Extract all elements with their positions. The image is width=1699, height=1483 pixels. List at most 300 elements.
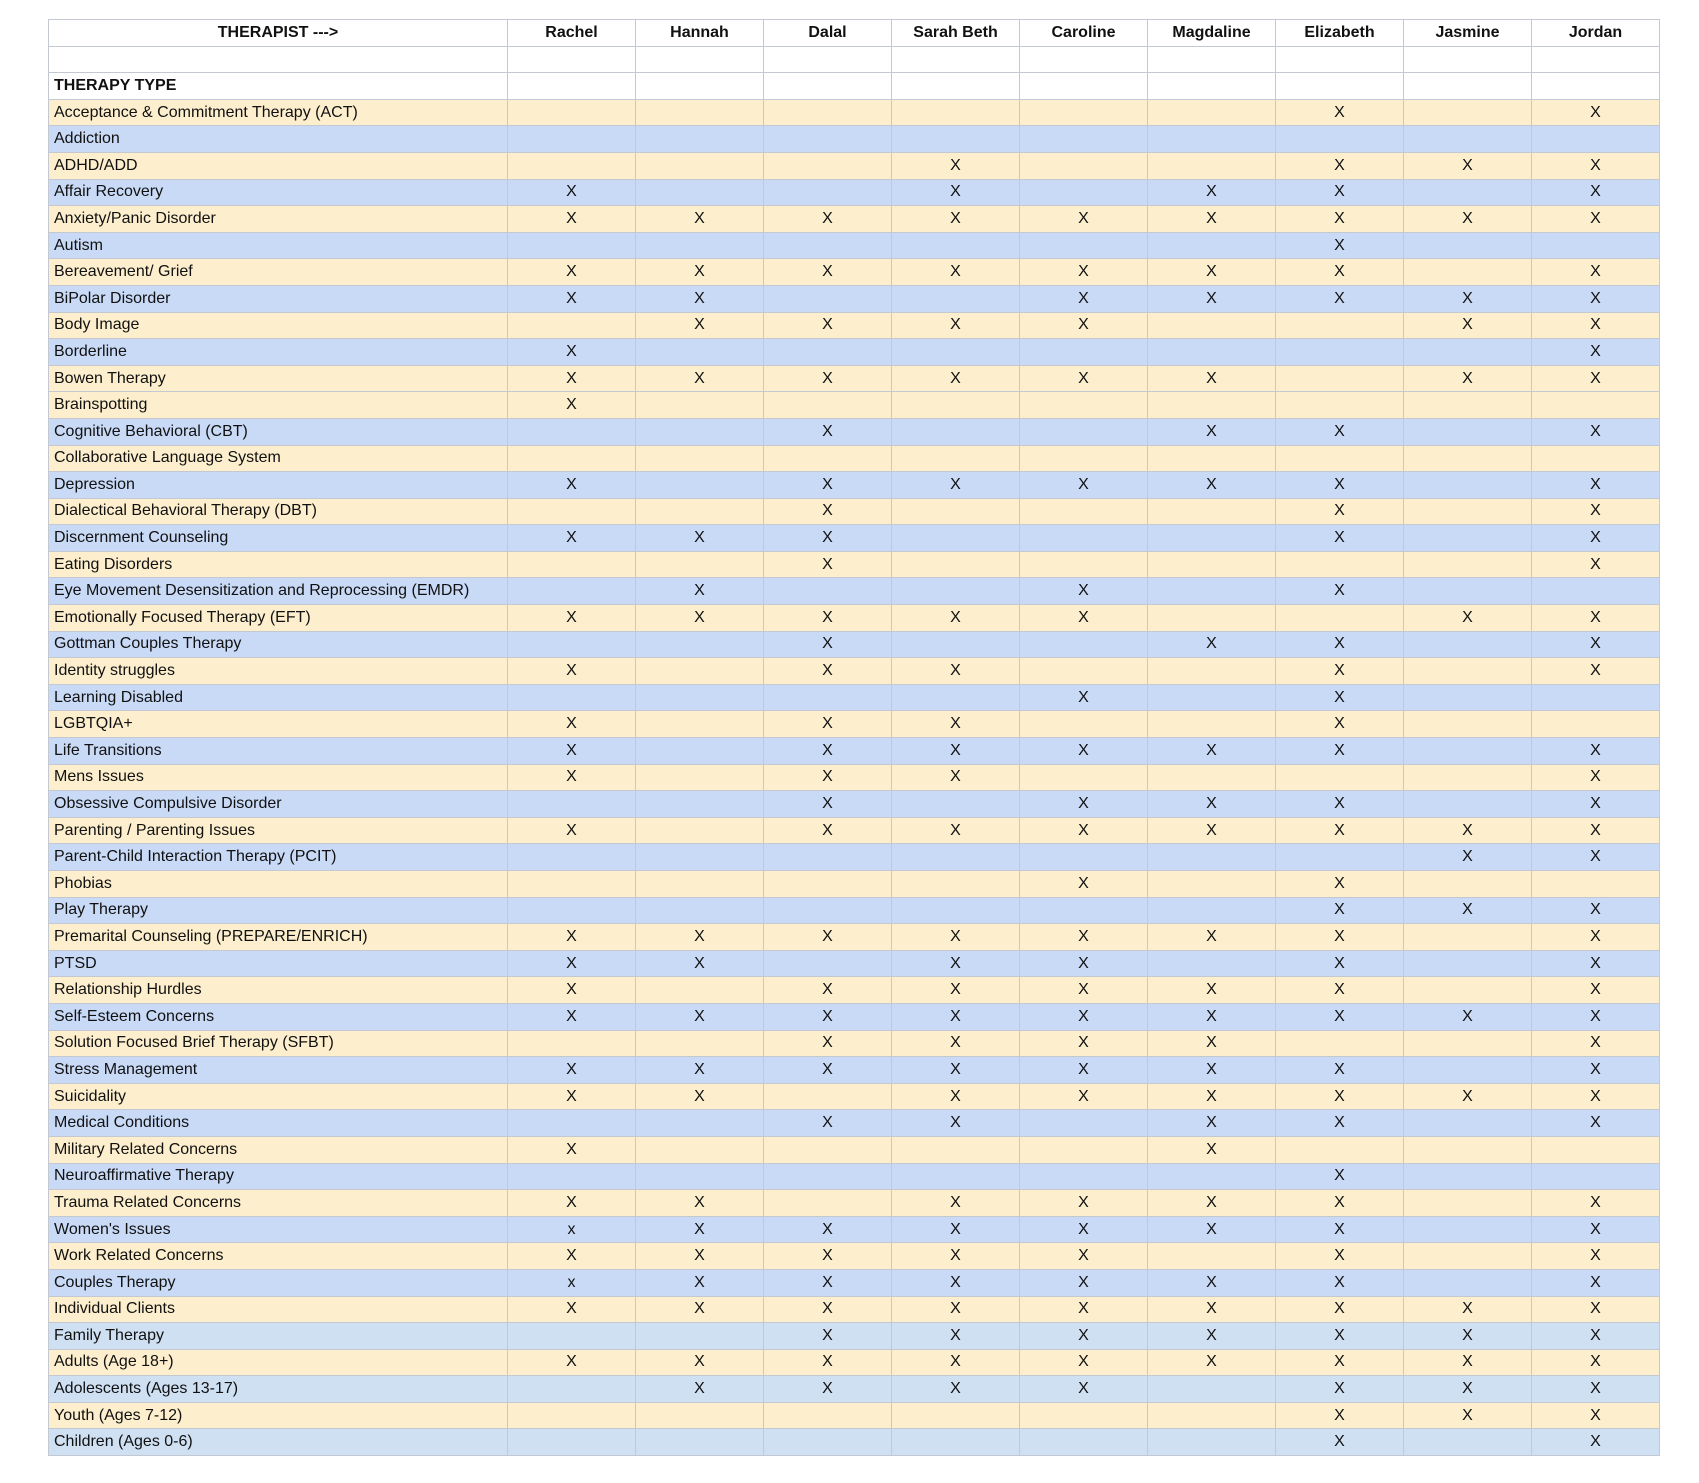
therapy-type-cell[interactable]: Self-Esteem Concerns <box>49 1003 508 1030</box>
mark-cell[interactable]: X <box>1276 259 1404 286</box>
mark-cell[interactable]: X <box>508 365 636 392</box>
mark-cell[interactable]: X <box>892 1030 1020 1057</box>
mark-cell[interactable] <box>1020 232 1148 259</box>
mark-cell[interactable]: X <box>1276 498 1404 525</box>
mark-cell[interactable]: X <box>764 472 892 499</box>
header-therapist-rachel[interactable]: Rachel <box>508 20 636 47</box>
mark-cell[interactable]: X <box>1276 1190 1404 1217</box>
mark-cell[interactable]: X <box>1276 1429 1404 1456</box>
mark-cell[interactable]: X <box>636 365 764 392</box>
mark-cell[interactable] <box>636 126 764 153</box>
mark-cell[interactable]: X <box>1020 1376 1148 1403</box>
mark-cell[interactable] <box>508 99 636 126</box>
mark-cell[interactable]: X <box>1148 472 1276 499</box>
mark-cell[interactable]: X <box>1276 1323 1404 1350</box>
therapy-type-cell[interactable]: Addiction <box>49 126 508 153</box>
mark-cell[interactable] <box>1276 365 1404 392</box>
mark-cell[interactable]: X <box>508 950 636 977</box>
mark-cell[interactable] <box>1020 525 1148 552</box>
mark-cell[interactable]: X <box>1276 472 1404 499</box>
mark-cell[interactable] <box>1404 738 1532 765</box>
mark-cell[interactable] <box>636 551 764 578</box>
mark-cell[interactable]: X <box>1276 871 1404 898</box>
mark-cell[interactable]: X <box>764 977 892 1004</box>
mark-cell[interactable]: X <box>636 285 764 312</box>
mark-cell[interactable] <box>1404 418 1532 445</box>
mark-cell[interactable] <box>636 631 764 658</box>
mark-cell[interactable] <box>1148 950 1276 977</box>
mark-cell[interactable]: X <box>1532 472 1660 499</box>
therapy-type-cell[interactable]: Bereavement/ Grief <box>49 259 508 286</box>
mark-cell[interactable]: X <box>508 285 636 312</box>
mark-cell[interactable]: X <box>1020 206 1148 233</box>
mark-cell[interactable] <box>892 126 1020 153</box>
mark-cell[interactable]: X <box>1276 658 1404 685</box>
mark-cell[interactable]: X <box>508 1083 636 1110</box>
therapy-type-cell[interactable]: Dialectical Behavioral Therapy (DBT) <box>49 498 508 525</box>
mark-cell[interactable]: X <box>764 1376 892 1403</box>
cell[interactable] <box>49 46 508 73</box>
header-therapist-magdaline[interactable]: Magdaline <box>1148 20 1276 47</box>
mark-cell[interactable]: X <box>1020 950 1148 977</box>
mark-cell[interactable]: X <box>892 605 1020 632</box>
mark-cell[interactable]: X <box>1532 1083 1660 1110</box>
mark-cell[interactable] <box>1020 418 1148 445</box>
mark-cell[interactable]: X <box>892 1376 1020 1403</box>
therapy-type-cell[interactable]: Depression <box>49 472 508 499</box>
mark-cell[interactable]: X <box>1020 1030 1148 1057</box>
mark-cell[interactable]: X <box>636 924 764 951</box>
therapy-type-cell[interactable]: Military Related Concerns <box>49 1136 508 1163</box>
mark-cell[interactable] <box>508 126 636 153</box>
mark-cell[interactable]: X <box>892 977 1020 1004</box>
mark-cell[interactable]: X <box>1532 259 1660 286</box>
mark-cell[interactable] <box>636 418 764 445</box>
mark-cell[interactable] <box>636 232 764 259</box>
therapy-type-cell[interactable]: Suicidality <box>49 1083 508 1110</box>
mark-cell[interactable] <box>1020 179 1148 206</box>
mark-cell[interactable] <box>1276 445 1404 472</box>
mark-cell[interactable] <box>1020 631 1148 658</box>
mark-cell[interactable]: X <box>508 1296 636 1323</box>
mark-cell[interactable] <box>1148 152 1276 179</box>
mark-cell[interactable]: X <box>764 1296 892 1323</box>
mark-cell[interactable]: X <box>1404 1402 1532 1429</box>
mark-cell[interactable]: X <box>1276 418 1404 445</box>
mark-cell[interactable]: X <box>1276 924 1404 951</box>
mark-cell[interactable]: X <box>764 1110 892 1137</box>
mark-cell[interactable]: X <box>1148 924 1276 951</box>
mark-cell[interactable] <box>636 738 764 765</box>
mark-cell[interactable]: X <box>764 418 892 445</box>
mark-cell[interactable] <box>1148 551 1276 578</box>
mark-cell[interactable] <box>1404 99 1532 126</box>
mark-cell[interactable]: X <box>1532 1216 1660 1243</box>
mark-cell[interactable] <box>1148 392 1276 419</box>
mark-cell[interactable] <box>508 1323 636 1350</box>
mark-cell[interactable]: X <box>1148 179 1276 206</box>
mark-cell[interactable]: X <box>1532 1429 1660 1456</box>
mark-cell[interactable]: X <box>1020 1083 1148 1110</box>
mark-cell[interactable]: X <box>1532 1243 1660 1270</box>
mark-cell[interactable]: X <box>508 605 636 632</box>
therapy-type-cell[interactable]: Children (Ages 0-6) <box>49 1429 508 1456</box>
therapy-type-cell[interactable]: Neuroaffirmative Therapy <box>49 1163 508 1190</box>
mark-cell[interactable] <box>1020 339 1148 366</box>
mark-cell[interactable]: X <box>1020 1190 1148 1217</box>
mark-cell[interactable]: X <box>764 817 892 844</box>
therapy-type-cell[interactable]: Parent-Child Interaction Therapy (PCIT) <box>49 844 508 871</box>
mark-cell[interactable] <box>764 1429 892 1456</box>
therapy-type-cell[interactable]: Mens Issues <box>49 764 508 791</box>
therapy-type-cell[interactable]: Family Therapy <box>49 1323 508 1350</box>
mark-cell[interactable]: X <box>892 1269 1020 1296</box>
mark-cell[interactable]: X <box>1532 1110 1660 1137</box>
mark-cell[interactable] <box>508 897 636 924</box>
mark-cell[interactable]: X <box>892 472 1020 499</box>
mark-cell[interactable]: X <box>636 1003 764 1030</box>
header-therapist-dalal[interactable]: Dalal <box>764 20 892 47</box>
mark-cell[interactable]: X <box>1148 1269 1276 1296</box>
mark-cell[interactable] <box>764 232 892 259</box>
mark-cell[interactable]: X <box>1148 631 1276 658</box>
mark-cell[interactable]: X <box>1404 817 1532 844</box>
mark-cell[interactable]: X <box>892 1296 1020 1323</box>
mark-cell[interactable] <box>1148 1163 1276 1190</box>
mark-cell[interactable] <box>892 1163 1020 1190</box>
therapy-type-cell[interactable]: Eye Movement Desensitization and Reprocessing (EMDR) <box>49 578 508 605</box>
mark-cell[interactable]: X <box>636 1057 764 1084</box>
mark-cell[interactable] <box>1404 977 1532 1004</box>
mark-cell[interactable] <box>1404 871 1532 898</box>
mark-cell[interactable]: X <box>1532 791 1660 818</box>
mark-cell[interactable]: X <box>764 525 892 552</box>
mark-cell[interactable] <box>1148 126 1276 153</box>
therapy-type-cell[interactable]: Cognitive Behavioral (CBT) <box>49 418 508 445</box>
therapy-type-cell[interactable]: Adults (Age 18+) <box>49 1349 508 1376</box>
therapy-type-cell[interactable]: Identity struggles <box>49 658 508 685</box>
mark-cell[interactable]: X <box>636 259 764 286</box>
mark-cell[interactable] <box>636 392 764 419</box>
mark-cell[interactable]: X <box>508 1349 636 1376</box>
mark-cell[interactable] <box>636 871 764 898</box>
mark-cell[interactable]: X <box>1020 977 1148 1004</box>
mark-cell[interactable]: X <box>508 339 636 366</box>
mark-cell[interactable]: X <box>508 525 636 552</box>
mark-cell[interactable] <box>1404 1216 1532 1243</box>
mark-cell[interactable]: X <box>508 206 636 233</box>
cell[interactable] <box>764 73 892 100</box>
mark-cell[interactable] <box>508 1402 636 1429</box>
mark-cell[interactable]: X <box>892 179 1020 206</box>
mark-cell[interactable] <box>1020 1163 1148 1190</box>
mark-cell[interactable] <box>1404 1110 1532 1137</box>
mark-cell[interactable]: X <box>636 578 764 605</box>
mark-cell[interactable] <box>1404 764 1532 791</box>
therapy-type-cell[interactable]: Individual Clients <box>49 1296 508 1323</box>
mark-cell[interactable]: X <box>1532 1349 1660 1376</box>
mark-cell[interactable]: X <box>764 711 892 738</box>
mark-cell[interactable] <box>1020 711 1148 738</box>
header-therapist-jasmine[interactable]: Jasmine <box>1404 20 1532 47</box>
mark-cell[interactable] <box>636 152 764 179</box>
cell[interactable] <box>1404 46 1532 73</box>
mark-cell[interactable] <box>636 897 764 924</box>
therapy-type-cell[interactable]: Life Transitions <box>49 738 508 765</box>
mark-cell[interactable] <box>1148 1243 1276 1270</box>
mark-cell[interactable] <box>636 99 764 126</box>
mark-cell[interactable] <box>1532 578 1660 605</box>
mark-cell[interactable] <box>764 897 892 924</box>
mark-cell[interactable] <box>1020 897 1148 924</box>
mark-cell[interactable]: X <box>892 764 1020 791</box>
mark-cell[interactable] <box>1276 126 1404 153</box>
mark-cell[interactable]: X <box>1276 791 1404 818</box>
mark-cell[interactable]: X <box>1020 1349 1148 1376</box>
mark-cell[interactable] <box>1404 658 1532 685</box>
mark-cell[interactable] <box>1148 844 1276 871</box>
mark-cell[interactable] <box>1404 232 1532 259</box>
mark-cell[interactable]: X <box>1020 365 1148 392</box>
mark-cell[interactable]: X <box>1276 631 1404 658</box>
mark-cell[interactable] <box>1148 764 1276 791</box>
mark-cell[interactable]: X <box>1148 1136 1276 1163</box>
mark-cell[interactable]: X <box>1404 1296 1532 1323</box>
mark-cell[interactable]: X <box>1276 684 1404 711</box>
mark-cell[interactable] <box>1532 684 1660 711</box>
mark-cell[interactable]: X <box>1404 365 1532 392</box>
mark-cell[interactable] <box>892 551 1020 578</box>
mark-cell[interactable]: X <box>1020 924 1148 951</box>
mark-cell[interactable]: X <box>892 924 1020 951</box>
mark-cell[interactable] <box>1148 1402 1276 1429</box>
mark-cell[interactable]: X <box>1020 738 1148 765</box>
mark-cell[interactable]: X <box>1020 817 1148 844</box>
mark-cell[interactable]: X <box>764 1323 892 1350</box>
mark-cell[interactable]: X <box>1020 312 1148 339</box>
mark-cell[interactable]: X <box>1276 232 1404 259</box>
therapy-type-cell[interactable]: Stress Management <box>49 1057 508 1084</box>
mark-cell[interactable]: X <box>636 206 764 233</box>
therapy-type-cell[interactable]: Relationship Hurdles <box>49 977 508 1004</box>
mark-cell[interactable] <box>636 179 764 206</box>
mark-cell[interactable]: X <box>764 791 892 818</box>
mark-cell[interactable] <box>508 578 636 605</box>
mark-cell[interactable]: X <box>1404 285 1532 312</box>
mark-cell[interactable] <box>636 711 764 738</box>
mark-cell[interactable] <box>1020 498 1148 525</box>
mark-cell[interactable] <box>1276 844 1404 871</box>
mark-cell[interactable]: X <box>508 1057 636 1084</box>
mark-cell[interactable]: X <box>892 1110 1020 1137</box>
therapy-type-cell[interactable]: Adolescents (Ages 13-17) <box>49 1376 508 1403</box>
mark-cell[interactable]: X <box>1020 1323 1148 1350</box>
cell[interactable] <box>1404 73 1532 100</box>
mark-cell[interactable] <box>892 99 1020 126</box>
mark-cell[interactable]: X <box>1148 1003 1276 1030</box>
mark-cell[interactable] <box>1276 1136 1404 1163</box>
mark-cell[interactable]: X <box>636 605 764 632</box>
mark-cell[interactable]: X <box>1020 472 1148 499</box>
mark-cell[interactable] <box>764 1136 892 1163</box>
mark-cell[interactable] <box>1532 232 1660 259</box>
therapy-type-cell[interactable]: Affair Recovery <box>49 179 508 206</box>
mark-cell[interactable] <box>764 1190 892 1217</box>
mark-cell[interactable] <box>1148 871 1276 898</box>
mark-cell[interactable]: X <box>636 1083 764 1110</box>
mark-cell[interactable] <box>764 445 892 472</box>
mark-cell[interactable]: X <box>1276 897 1404 924</box>
mark-cell[interactable]: X <box>1532 206 1660 233</box>
mark-cell[interactable]: X <box>764 1216 892 1243</box>
mark-cell[interactable] <box>1404 578 1532 605</box>
cell[interactable] <box>636 73 764 100</box>
mark-cell[interactable]: X <box>508 1190 636 1217</box>
mark-cell[interactable] <box>1404 179 1532 206</box>
mark-cell[interactable] <box>636 1323 764 1350</box>
mark-cell[interactable] <box>1532 126 1660 153</box>
mark-cell[interactable] <box>1404 684 1532 711</box>
mark-cell[interactable] <box>1276 392 1404 419</box>
mark-cell[interactable] <box>1276 339 1404 366</box>
mark-cell[interactable]: x <box>508 1269 636 1296</box>
mark-cell[interactable]: X <box>1532 844 1660 871</box>
mark-cell[interactable]: X <box>892 312 1020 339</box>
mark-cell[interactable]: X <box>764 312 892 339</box>
mark-cell[interactable]: X <box>1532 817 1660 844</box>
mark-cell[interactable] <box>1404 711 1532 738</box>
mark-cell[interactable] <box>892 339 1020 366</box>
mark-cell[interactable]: X <box>1276 152 1404 179</box>
cell[interactable] <box>1532 73 1660 100</box>
mark-cell[interactable]: X <box>1148 791 1276 818</box>
mark-cell[interactable]: X <box>1148 285 1276 312</box>
mark-cell[interactable]: X <box>1148 206 1276 233</box>
mark-cell[interactable] <box>1148 232 1276 259</box>
mark-cell[interactable] <box>1148 711 1276 738</box>
mark-cell[interactable] <box>1404 631 1532 658</box>
mark-cell[interactable] <box>636 472 764 499</box>
mark-cell[interactable]: X <box>1148 817 1276 844</box>
mark-cell[interactable]: X <box>1276 525 1404 552</box>
mark-cell[interactable]: X <box>508 472 636 499</box>
mark-cell[interactable]: X <box>764 498 892 525</box>
therapy-type-cell[interactable]: Learning Disabled <box>49 684 508 711</box>
mark-cell[interactable]: X <box>508 259 636 286</box>
mark-cell[interactable]: X <box>764 605 892 632</box>
mark-cell[interactable] <box>764 1402 892 1429</box>
mark-cell[interactable]: X <box>1020 1296 1148 1323</box>
mark-cell[interactable]: X <box>1276 1269 1404 1296</box>
mark-cell[interactable] <box>1404 1030 1532 1057</box>
mark-cell[interactable]: X <box>1020 1003 1148 1030</box>
mark-cell[interactable] <box>1532 445 1660 472</box>
mark-cell[interactable]: X <box>1532 285 1660 312</box>
mark-cell[interactable]: X <box>1276 1243 1404 1270</box>
mark-cell[interactable]: X <box>508 711 636 738</box>
mark-cell[interactable]: X <box>1020 1216 1148 1243</box>
therapy-type-cell[interactable]: Discernment Counseling <box>49 525 508 552</box>
mark-cell[interactable]: X <box>1532 99 1660 126</box>
mark-cell[interactable]: X <box>1532 179 1660 206</box>
mark-cell[interactable] <box>1404 551 1532 578</box>
mark-cell[interactable]: X <box>1532 498 1660 525</box>
therapy-type-cell[interactable]: Solution Focused Brief Therapy (SFBT) <box>49 1030 508 1057</box>
mark-cell[interactable]: X <box>636 312 764 339</box>
mark-cell[interactable]: X <box>1532 152 1660 179</box>
mark-cell[interactable] <box>1532 1163 1660 1190</box>
mark-cell[interactable] <box>1020 445 1148 472</box>
mark-cell[interactable] <box>892 1402 1020 1429</box>
mark-cell[interactable] <box>1148 1429 1276 1456</box>
mark-cell[interactable] <box>892 578 1020 605</box>
mark-cell[interactable]: X <box>892 658 1020 685</box>
cell[interactable] <box>892 46 1020 73</box>
therapy-type-cell[interactable]: LGBTQIA+ <box>49 711 508 738</box>
mark-cell[interactable]: X <box>1020 605 1148 632</box>
mark-cell[interactable]: X <box>1404 1376 1532 1403</box>
mark-cell[interactable]: X <box>1020 259 1148 286</box>
mark-cell[interactable]: X <box>1532 1057 1660 1084</box>
therapy-type-cell[interactable]: Couples Therapy <box>49 1269 508 1296</box>
mark-cell[interactable]: X <box>892 1243 1020 1270</box>
mark-cell[interactable]: X <box>636 1376 764 1403</box>
therapy-type-cell[interactable]: Collaborative Language System <box>49 445 508 472</box>
mark-cell[interactable]: X <box>892 711 1020 738</box>
section-title-cell[interactable]: THERAPY TYPE <box>49 73 508 100</box>
mark-cell[interactable] <box>1404 1429 1532 1456</box>
mark-cell[interactable]: X <box>764 1030 892 1057</box>
mark-cell[interactable]: X <box>1532 605 1660 632</box>
mark-cell[interactable]: X <box>636 525 764 552</box>
mark-cell[interactable]: X <box>1276 1349 1404 1376</box>
cell[interactable] <box>1020 73 1148 100</box>
mark-cell[interactable]: X <box>892 817 1020 844</box>
mark-cell[interactable] <box>1276 764 1404 791</box>
cell[interactable] <box>1148 46 1276 73</box>
mark-cell[interactable] <box>636 1429 764 1456</box>
cell[interactable] <box>892 73 1020 100</box>
mark-cell[interactable]: X <box>636 1216 764 1243</box>
cell[interactable] <box>764 46 892 73</box>
mark-cell[interactable] <box>508 1429 636 1456</box>
mark-cell[interactable] <box>508 791 636 818</box>
mark-cell[interactable] <box>508 684 636 711</box>
cell[interactable] <box>1148 73 1276 100</box>
mark-cell[interactable]: X <box>1276 1003 1404 1030</box>
mark-cell[interactable] <box>764 285 892 312</box>
mark-cell[interactable]: X <box>636 950 764 977</box>
mark-cell[interactable]: X <box>1020 791 1148 818</box>
mark-cell[interactable] <box>892 1429 1020 1456</box>
mark-cell[interactable]: X <box>892 1083 1020 1110</box>
header-therapist-elizabeth[interactable]: Elizabeth <box>1276 20 1404 47</box>
mark-cell[interactable]: X <box>1404 1003 1532 1030</box>
mark-cell[interactable]: X <box>1148 977 1276 1004</box>
cell[interactable] <box>508 73 636 100</box>
mark-cell[interactable]: X <box>508 392 636 419</box>
mark-cell[interactable] <box>892 285 1020 312</box>
mark-cell[interactable]: X <box>1276 1057 1404 1084</box>
mark-cell[interactable]: X <box>764 924 892 951</box>
header-label-cell[interactable]: THERAPIST ---> <box>49 20 508 47</box>
mark-cell[interactable]: X <box>1532 764 1660 791</box>
header-therapist-caroline[interactable]: Caroline <box>1020 20 1148 47</box>
mark-cell[interactable]: X <box>1532 658 1660 685</box>
mark-cell[interactable]: X <box>764 1057 892 1084</box>
mark-cell[interactable] <box>892 684 1020 711</box>
mark-cell[interactable] <box>1148 605 1276 632</box>
